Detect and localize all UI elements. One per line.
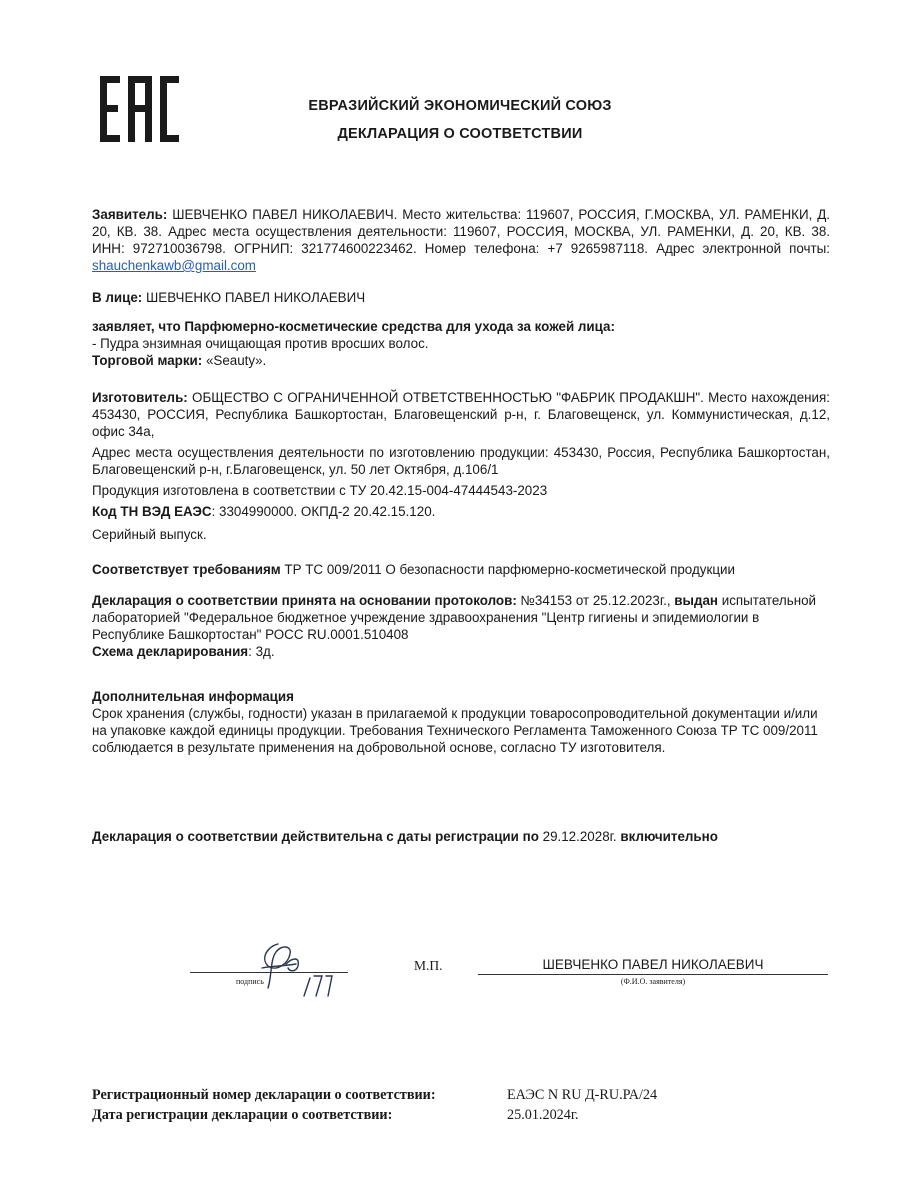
basis-label: Декларация о соответствии принята на основании протоколов: bbox=[92, 593, 517, 608]
eac-logo bbox=[98, 74, 180, 144]
person-section bbox=[92, 289, 830, 306]
brand-label: Торговой марки: bbox=[92, 353, 203, 368]
validity-suffix: включительно bbox=[620, 829, 718, 844]
applicant-section bbox=[92, 206, 830, 274]
brand-value: «Seauty». bbox=[205, 353, 267, 368]
basis-section bbox=[92, 592, 830, 660]
header-title: ДЕКЛАРАЦИЯ О СООТВЕТСТВИИ bbox=[337, 126, 583, 142]
registration-date-value: 25.01.2024г. bbox=[507, 1107, 579, 1123]
customs-code bbox=[92, 503, 830, 520]
production-standard: Продукция изготовлена в соответствии с ТУ 20.42.15-004-47444543-2023 bbox=[92, 483, 548, 498]
product-name: - Пудра энзимная очищающая против вросших волос. bbox=[92, 336, 429, 351]
handwritten-signature bbox=[238, 936, 348, 1000]
registration-number-label: Регистрационный номер декларации о соответствии: bbox=[92, 1087, 436, 1103]
applicant-email-link[interactable]: shauchenkawb@gmail.com bbox=[92, 258, 256, 273]
signature-line bbox=[190, 972, 348, 973]
manufacturer-text: ОБЩЕСТВО С ОГРАНИЧЕННОЙ ОТВЕТСТВЕННОСТЬЮ "ФАБРИК ПРОДАКШН". Место нахождения: 453430, РОССИЯ, Республика Башкортостан, Благовещенский р-н, г. Благовещенск, ул. Коммунистическая, д.12, офис 34а, bbox=[92, 390, 830, 439]
applicant-label: Заявитель: bbox=[92, 207, 168, 222]
scheme-value: : 3д. bbox=[248, 644, 275, 659]
manufacturer-label: Изготовитель: bbox=[92, 390, 188, 405]
basis-issued-label: выдан bbox=[674, 593, 718, 608]
validity-date: 29.12.2028г. bbox=[542, 829, 617, 844]
signature-caption: подпись bbox=[236, 977, 264, 986]
additional-text: Срок хранения (службы, годности) указан в прилагаемой к продукции товаросопроводительной документации и/или на упаковке каждой единицы продукции. Требования Технического Регламента Таможенного Союза ТР ТС 009/2011 соблюдается в результате применения на добровольной основе, согласно ТУ изготовителя. bbox=[92, 706, 818, 755]
conforms-label: Соответствует требованиям bbox=[92, 562, 281, 577]
person-label: В лице: bbox=[92, 290, 143, 305]
basis-text: испытательной лабораторией "Федеральное бюджетное учреждение здравоохранения "Центр гигиены и эпидемиологии в Республике Башкортостан" РОСС RU.0001.510408 bbox=[92, 593, 817, 642]
signer-name-caption: (Ф.И.О. заявителя) bbox=[620, 977, 686, 986]
conforms-section bbox=[92, 561, 830, 578]
signer-name-line bbox=[478, 974, 828, 975]
declares-label: заявляет, что Парфюмерно-косметические средства для ухода за кожей лица: bbox=[92, 319, 615, 334]
validity-label: Декларация о соответствии действительна с даты регистрации по bbox=[92, 829, 539, 844]
conforms-value: ТР ТС 009/2011 О безопасности парфюмерно-косметической продукции bbox=[284, 562, 735, 577]
customs-code-label: Код ТН ВЭД ЕАЭС bbox=[92, 504, 212, 519]
basis-protocol: №34153 от 25.12.2023г., bbox=[520, 593, 671, 608]
scheme-label: Схема декларирования bbox=[92, 644, 249, 659]
customs-code-value: : 3304990000. ОКПД-2 20.42.15.120. bbox=[211, 504, 436, 519]
declares-section bbox=[92, 318, 830, 369]
production-address: Адрес места осуществления деятельности по изготовлению продукции: 453430, Россия, Республика Башкортостан, Благовещенский р-н, г.Благовещенск, ул. 50 лет Октября, д.106/1 bbox=[92, 445, 830, 477]
registration-date-label: Дата регистрации декларации о соответствии: bbox=[92, 1107, 393, 1123]
additional-title: Дополнительная информация bbox=[92, 689, 294, 704]
manufacturer-section bbox=[92, 389, 830, 440]
header-union: ЕВРАЗИЙСКИЙ ЭКОНОМИЧЕСКИЙ СОЮЗ bbox=[308, 98, 612, 114]
validity-section bbox=[92, 828, 830, 845]
stamp-place-label: М.П. bbox=[414, 958, 443, 973]
person-value: ШЕВЧЕНКО ПАВЕЛ НИКОЛАЕВИЧ bbox=[146, 290, 366, 305]
registration-number-value: ЕАЭС N RU Д-RU.РА/24 bbox=[507, 1087, 658, 1103]
additional-section bbox=[92, 688, 830, 756]
applicant-text: ШЕВЧЕНКО ПАВЕЛ НИКОЛАЕВИЧ. Место жительства: 119607, РОССИЯ, Г.МОСКВА, УЛ. РАМЕНКИ, Д. 20, КВ. 38. Адрес места осуществления деятельности: 119607, РОССИЯ, МОСКВА, УЛ. РАМЕНКИ, Д. 20, КВ. 38. ИНН: 972710036798. ОГРНИП: 321774600223462. Номер телефона: +7 9265987118. Адрес электронной почты: bbox=[92, 207, 830, 256]
signer-name: ШЕВЧЕНКО ПАВЕЛ НИКОЛАЕВИЧ bbox=[542, 957, 764, 972]
serial-release: Серийный выпуск. bbox=[92, 527, 207, 542]
